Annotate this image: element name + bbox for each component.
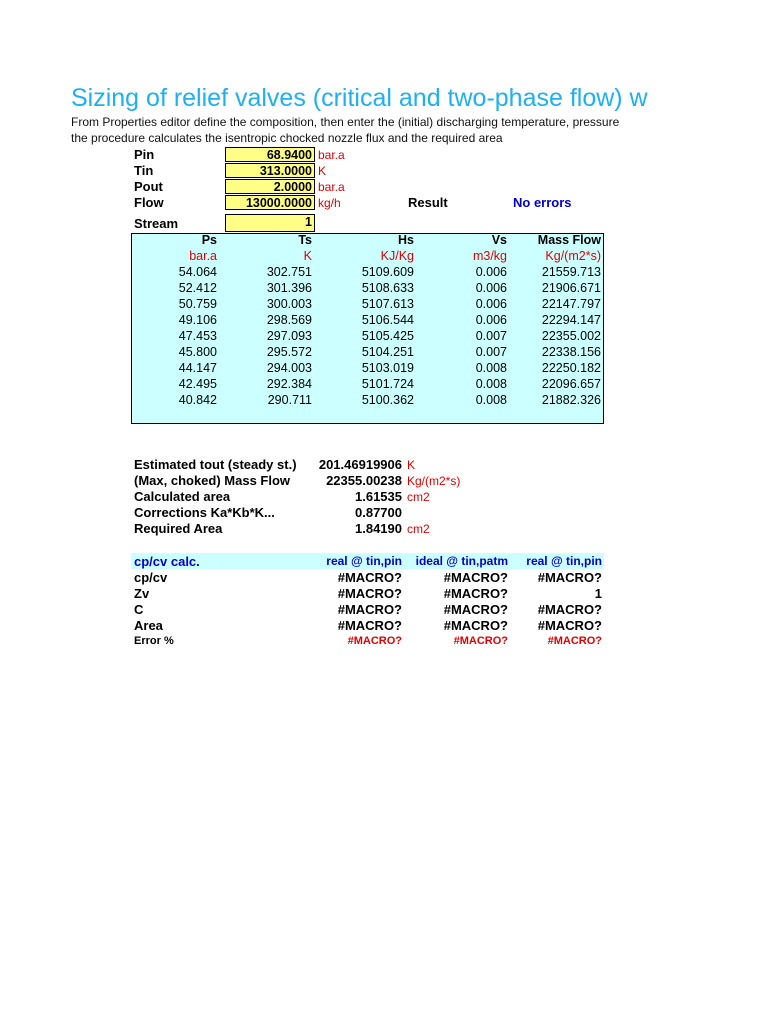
table-cell: 22338.156	[541, 345, 601, 359]
table-cell: 0.008	[475, 377, 507, 391]
input-label-tin: Tin	[134, 163, 154, 178]
cpcv-row-value: #MACRO?	[537, 602, 602, 617]
table-cell: 297.093	[266, 329, 312, 343]
tin-input[interactable]: 313.0000	[225, 163, 315, 178]
table-header: Mass Flow	[537, 233, 601, 247]
result-label: Result	[408, 195, 448, 210]
summary-unit-tout: K	[407, 458, 416, 472]
summary-label-tout: Estimated tout (steady st.)	[134, 457, 297, 472]
cpcv-header-0: cp/cv calc.	[134, 554, 200, 569]
input-label-pout: Pout	[134, 179, 163, 194]
table-header: Ts	[298, 233, 312, 247]
table-cell: 0.008	[475, 393, 507, 407]
tin-unit: K	[318, 164, 327, 178]
cpcv-error-label: Error %	[134, 635, 174, 647]
table-header: Vs	[491, 233, 507, 247]
table-cell: 22147.797	[541, 297, 601, 311]
table-cell: 45.800	[178, 345, 217, 359]
page-title: Sizing of relief valves (critical and two-phase flow) w	[71, 84, 648, 112]
summary-unit-required-area: cm2	[407, 522, 430, 536]
pin-unit: bar.a	[318, 148, 345, 162]
cpcv-row-value: #MACRO?	[337, 618, 402, 633]
cpcv-error-value: #MACRO?	[547, 635, 602, 647]
table-cell: 301.396	[266, 281, 312, 295]
table-cell: 0.007	[475, 329, 507, 343]
cpcv-header-2: ideal @ tin,patm	[415, 554, 508, 568]
input-label-flow: Flow	[134, 195, 164, 210]
description-line-2: the procedure calculates the isentropic chocked nozzle flux and the required area	[71, 131, 503, 145]
table-cell: 49.106	[178, 313, 217, 327]
table-cell: 52.412	[178, 281, 217, 295]
table-cell: 5100.362	[361, 393, 414, 407]
cpcv-error-value: #MACRO?	[453, 635, 508, 647]
table-cell: 22355.002	[541, 329, 601, 343]
cpcv-row-value: #MACRO?	[337, 602, 402, 617]
summary-label-massflow: (Max, choked) Mass Flow	[134, 473, 291, 488]
table-cell: 302.751	[266, 265, 312, 279]
cpcv-row-value: #MACRO?	[537, 570, 602, 585]
table-cell: 295.572	[266, 345, 312, 359]
stream-input[interactable]: 1	[225, 214, 315, 232]
summary-value-required-area: 1.84190	[355, 521, 402, 536]
table-cell: 22096.657	[541, 377, 601, 391]
table-cell: 300.003	[266, 297, 312, 311]
cpcv-row-label: Zv	[134, 586, 150, 601]
pin-input[interactable]: 68.9400	[225, 147, 315, 162]
table-cell: 42.495	[178, 377, 217, 391]
table-cell: 22294.147	[541, 313, 601, 327]
result-value: No errors	[513, 195, 572, 210]
table-header: Hs	[398, 233, 414, 247]
table-cell: 290.711	[267, 393, 312, 407]
table-cell: 0.008	[475, 361, 507, 375]
summary-unit-calc-area: cm2	[407, 490, 430, 504]
summary-label-corrections: Corrections Ka*Kb*K...	[134, 505, 275, 520]
cpcv-row-value: #MACRO?	[337, 586, 402, 601]
table-cell: 40.842	[178, 393, 217, 407]
cpcv-header-1: real @ tin,pin	[326, 554, 402, 568]
cpcv-row-value: #MACRO?	[443, 602, 508, 617]
table-cell: 5104.251	[361, 345, 414, 359]
summary-unit-massflow: Kg/(m2*s)	[407, 474, 461, 488]
summary-value-tout: 201.46919906	[318, 457, 402, 472]
table-unit: bar.a	[189, 249, 217, 263]
table-cell: 50.759	[178, 297, 217, 311]
flow-unit: kg/h	[318, 196, 341, 210]
table-unit: m3/kg	[472, 249, 507, 263]
table-cell: 5108.633	[361, 281, 414, 295]
cpcv-row-label: Area	[134, 618, 163, 633]
table-cell: 0.006	[475, 313, 507, 327]
table-cell: 294.003	[266, 361, 312, 375]
cpcv-row-value: 1	[594, 586, 602, 601]
table-cell: 5101.724	[361, 377, 414, 391]
summary-value-corrections: 0.87700	[355, 505, 402, 520]
cpcv-row-value: #MACRO?	[337, 570, 402, 585]
cpcv-row-value: #MACRO?	[537, 618, 602, 633]
table-cell: 44.147	[178, 361, 217, 375]
pout-unit: bar.a	[318, 180, 345, 194]
table-cell: 292.384	[266, 377, 312, 391]
cpcv-row-value: #MACRO?	[443, 618, 508, 633]
table-cell: 0.006	[475, 265, 507, 279]
cpcv-row-value: #MACRO?	[443, 570, 508, 585]
table-unit: KJ/Kg	[380, 249, 414, 263]
table-unit: K	[303, 249, 312, 263]
cpcv-row-value: #MACRO?	[443, 586, 508, 601]
flow-input[interactable]: 13000.0000	[225, 195, 315, 210]
table-unit: Kg/(m2*s)	[545, 249, 601, 263]
table-cell: 5105.425	[361, 329, 414, 343]
cpcv-error-value: #MACRO?	[347, 635, 402, 647]
table-cell: 21882.326	[541, 393, 601, 407]
description-line-1: From Properties editor define the composition, then enter the (initial) discharging temperature, pressure	[71, 115, 620, 129]
summary-label-calc-area: Calculated area	[134, 489, 231, 504]
summary-label-required-area: Required Area	[134, 521, 223, 536]
table-cell: 47.453	[178, 329, 217, 343]
cpcv-row-label: C	[134, 602, 144, 617]
table-cell: 21906.671	[541, 281, 601, 295]
table-cell: 5106.544	[361, 313, 414, 327]
table-cell: 298.569	[266, 313, 312, 327]
input-label-stream: Stream	[134, 216, 179, 231]
table-cell: 54.064	[178, 265, 217, 279]
summary-value-massflow: 22355.00238	[326, 473, 402, 488]
table-cell: 5103.019	[361, 361, 414, 375]
table-cell: 21559.713	[541, 265, 601, 279]
table-cell: 5107.613	[361, 297, 414, 311]
table-header: Ps	[201, 233, 217, 247]
table-cell: 22250.182	[541, 361, 601, 375]
cpcv-row-label: cp/cv	[134, 570, 168, 585]
pout-input[interactable]: 2.0000	[225, 179, 315, 194]
table-cell: 0.006	[475, 297, 507, 311]
table-cell: 0.006	[475, 281, 507, 295]
input-label-pin: Pin	[134, 147, 155, 162]
table-cell: 5109.609	[361, 265, 414, 279]
summary-value-calc-area: 1.61535	[355, 489, 402, 504]
table-cell: 0.007	[475, 345, 507, 359]
cpcv-header-3: real @ tin,pin	[526, 554, 602, 568]
